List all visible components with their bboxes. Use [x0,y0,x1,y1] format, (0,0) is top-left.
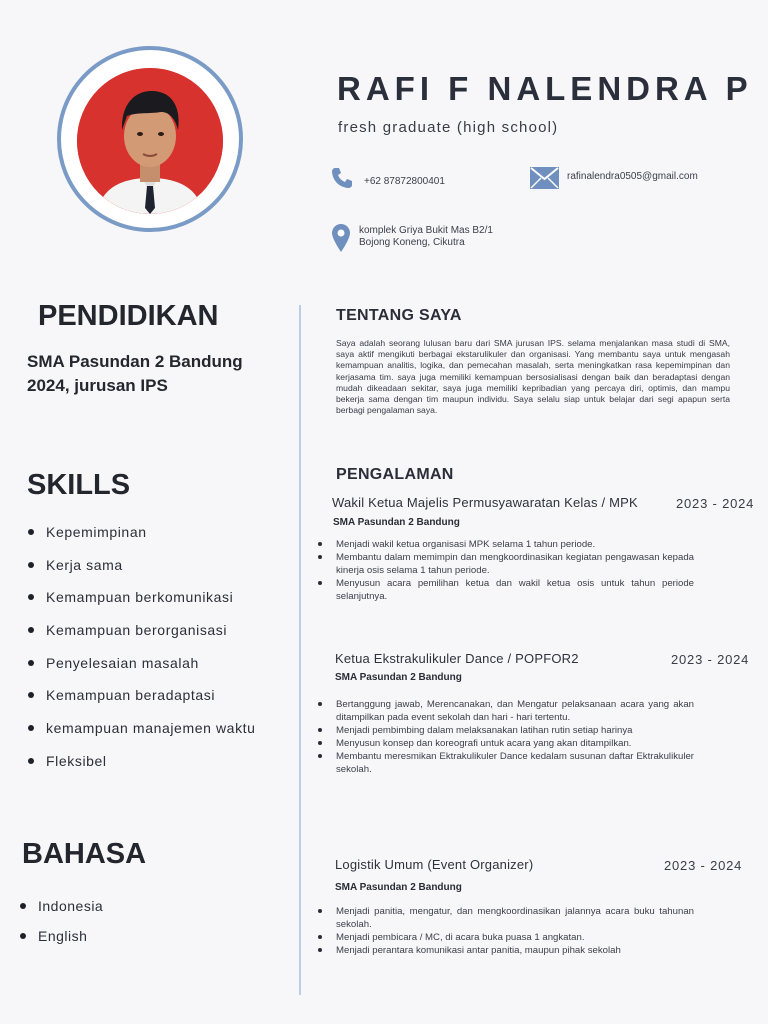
job-organization: SMA Pasundan 2 Bandung [333,517,460,528]
list-item: Indonesia [18,898,103,928]
job-title: Logistik Umum (Event Organizer) [335,857,534,872]
bullet-icon [318,555,322,559]
bullet-icon [28,627,34,633]
job-title: Wakil Ketua Majelis Permusyawaratan Kelas / MPK [332,495,638,510]
bullet-icon [28,758,34,764]
list-item: Kemampuan berkomunikasi [26,589,256,622]
address [359,225,493,249]
bullet-icon [318,948,322,952]
job-duties [318,698,694,776]
candidate-name: RAFI F NALENDRA P [337,70,753,107]
bullet-icon [318,542,322,546]
list-item: Kemampuan berorganisasi [26,622,256,655]
bullet-icon [318,741,322,745]
candidate-subtitle: fresh graduate (high school) [338,119,559,136]
bullet-icon [28,529,34,535]
list-item: Kepemimpinan [26,524,256,557]
job-duties [318,905,694,957]
job-years: 2023 - 2024 [676,496,755,511]
phone-number: +62 87872800401 [364,176,445,187]
skills-list [26,524,256,786]
about-text: Saya adalah seorang lulusan baru dari SMA jurusan IPS. selama menjalankan masa studi di SMA, saya aktif mengikuti berbagai ekstarulikuler dan organisasi. Yang membantu saya untuk mengasah kemampuan analitis, logika, dan pemecahan masalah, serta meningkatkan rasa kepemimpinan dan kerjasama tim. saya juga memiliki kemampuan bersosialisasi dengan baik dan beradaptasi dengan mudah dikeadaan sekitar, saya juga memiliki kepribadian yang percaya diri, optimis, dan mampu bekerja sama dengan tim maupun individu. Saya selalu siap untuk belajar dari segi apapun serta berbagi pengalaman saya. [336,338,730,416]
list-item: Menjadi perantara komunikasi antar panitia, maupun pihak sekolah [318,944,694,957]
languages-list [18,898,103,958]
list-item: kemampuan manajemen waktu [26,720,256,753]
list-item: Membantu meresmikan Ektrakulikuler Dance kedalam susunan daftar Ektrakulikuler sekolah. [318,750,694,776]
education-school: SMA Pasundan 2 Bandung [27,352,243,371]
job-years: 2023 - 2024 [664,858,743,873]
list-item: Penyelesaian masalah [26,655,256,688]
bullet-icon [28,725,34,731]
location-pin-icon [332,224,350,252]
job-years: 2023 - 2024 [671,652,750,667]
list-item: Membantu dalam memimpin dan mengkoordinasikan kegiatan pengawasan kepada kinerja osis selama 1 tahun periode. [318,551,694,577]
list-item: Menjadi panitia, mengatur, dan mengkoordinasikan jalannya acara buku tahunan sekolah. [318,905,694,931]
address-line-2: Bojong Koneng, Cikutra [359,237,465,248]
bullet-icon [28,692,34,698]
phone-icon [330,166,354,190]
address-line-1: komplek Griya Bukit Mas B2/1 [359,225,493,236]
person-portrait-icon [77,68,223,214]
list-item: Kerja sama [26,557,256,590]
education-heading: PENDIDIKAN [38,300,219,332]
job-organization: SMA Pasundan 2 Bandung [335,882,462,893]
bullet-icon [28,594,34,600]
job-organization: SMA Pasundan 2 Bandung [335,672,462,683]
list-item: Menjadi pembicara / MC, di acara buka puasa 1 angkatan. [318,931,694,944]
bullet-icon [20,933,26,939]
skills-heading: SKILLS [27,469,131,501]
education-details [27,350,297,398]
list-item: Menjadi wakil ketua organisasi MPK selama 1 tahun periode. [318,538,694,551]
bullet-icon [318,702,322,706]
list-item: Menyusun konsep dan koreografi untuk acara yang akan ditampilkan. [318,737,694,750]
list-item: English [18,928,103,958]
email-address: rafinalendra0505@gmail.com [567,171,698,182]
bullet-icon [318,754,322,758]
list-item: Menjadi pembimbing dalam melaksanakan latihan rutin setiap harinya [318,724,694,737]
list-item: Menyusun acara pemilihan ketua dan wakil ketua osis untuk tahun periode selanjutnya. [318,577,694,603]
bullet-icon [318,909,322,913]
bullet-icon [318,728,322,732]
email-icon [530,167,559,189]
bullet-icon [20,903,26,909]
bullet-icon [28,660,34,666]
languages-heading: BAHASA [22,838,147,870]
job-title: Ketua Ekstrakulikuler Dance / POPFOR2 [335,651,579,666]
bullet-icon [28,562,34,568]
experience-heading: PENGALAMAN [336,466,454,483]
list-item: Bertanggung jawab, Merencanakan, dan Mengatur pelaksanaan acara yang akan ditampilkan pada event sekolah dan hari - hari tertentu. [318,698,694,724]
job-duties [318,538,694,603]
list-item: Kemampuan beradaptasi [26,687,256,720]
column-divider [299,305,301,995]
bullet-icon [318,935,322,939]
education-year-major: 2024, jurusan IPS [27,376,168,395]
list-item: Fleksibel [26,753,256,786]
profile-photo [77,68,223,214]
bullet-icon [318,581,322,585]
about-heading: TENTANG SAYA [336,307,462,324]
